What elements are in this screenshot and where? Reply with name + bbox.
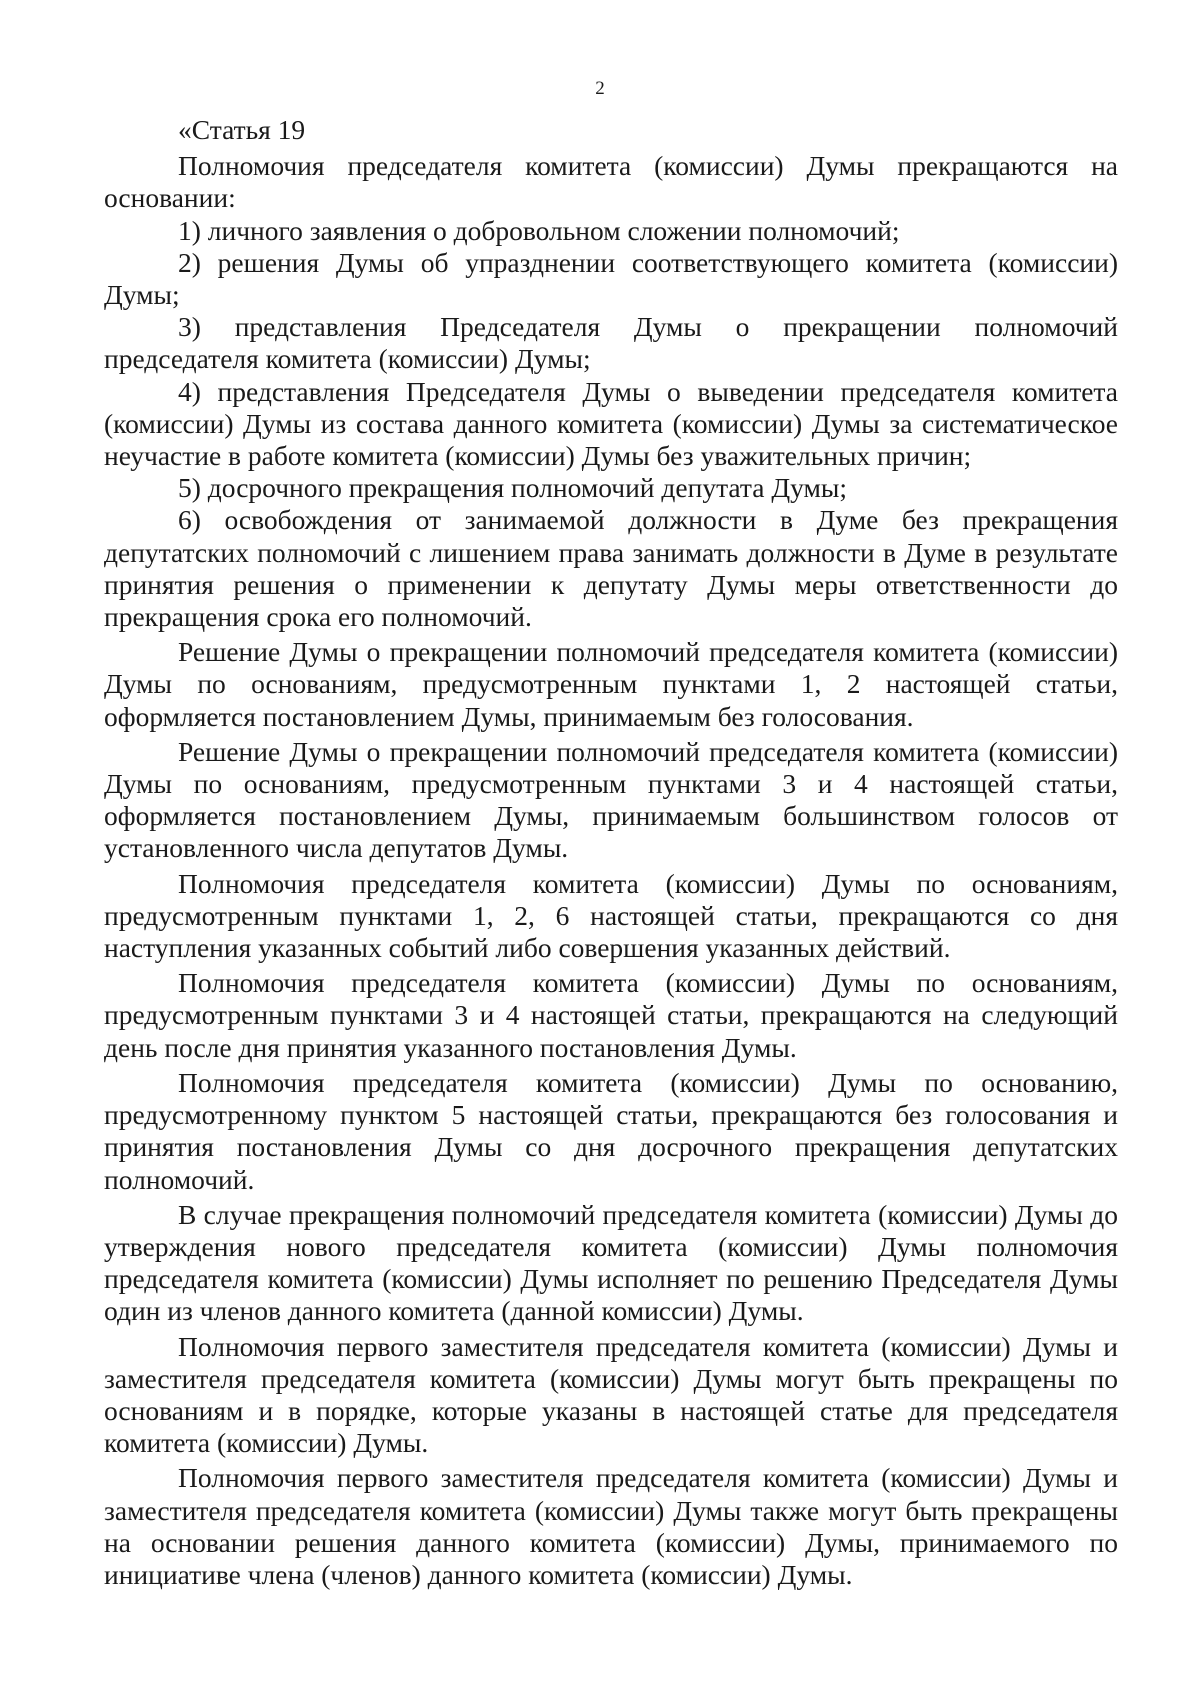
list-item: 5) досрочного прекращения полномочий депутата Думы; (178, 472, 848, 504)
paragraph: Полномочия первого заместителя председателя комитета (комиссии) Думы и заместителя председателя комитета (комиссии) Думы могут быть прекращены по основаниям и в порядке, которые указаны в настоящей статье для председателя комитета (комиссии) Думы. (104, 1330, 1118, 1459)
paragraph: Решение Думы о прекращении полномочий председателя комитета (комиссии) Думы по основаниям, предусмотренным пунктами 3 и 4 настоящей статьи, оформляется постановлением Думы, принимаемым большинством голосов от установленного числа депутатов Думы. (104, 735, 1118, 864)
page-number: 2 (595, 78, 605, 99)
list-item: 3) представления Председателя Думы о прекращении полномочий председателя комитета (комиссии) Думы; (104, 311, 1118, 375)
article-intro: Полномочия председателя комитета (комиссии) Думы прекращаются на основании: (104, 150, 1118, 214)
paragraph: Полномочия первого заместителя председателя комитета (комиссии) Думы и заместителя председателя комитета (комиссии) Думы также могут быть прекращены на основании решения данного комитета (комиссии) Думы, принимаемого по инициативе члена (членов) данного комитета (комиссии) Думы. (104, 1462, 1118, 1590)
list-item: 6) освобождения от занимаемой должности в Думе без прекращения депутатских полномочий с лишением права занимать должности в Думе в результате принятия решения о применении к депутату Думы меры ответственности до прекращения срока его полномочий. (104, 504, 1118, 633)
list-item: 1) личного заявления о добровольном сложении полномочий; (178, 214, 900, 246)
article-body (104, 114, 1118, 1591)
paragraph: В случае прекращения полномочий председателя комитета (комиссии) Думы до утверждения нового председателя комитета (комиссии) Думы полномочия председателя комитета (комиссии) Думы исполняет по решению Председателя Думы один из членов данного комитета (данной комиссии) Думы. (104, 1198, 1118, 1327)
paragraph: Решение Думы о прекращении полномочий председателя комитета (комиссии) Думы по основаниям, предусмотренным пунктами 1, 2 настоящей статьи, оформляется постановлением Думы, принимаемым без голосования. (104, 636, 1118, 732)
list-item: 4) представления Председателя Думы о выведении председателя комитета (комиссии) Думы из состава данного комитета (комиссии) Думы за систематическое неучастие в работе комитета (комиссии) Думы без уважительных причин; (104, 375, 1118, 472)
article-title: «Статья 19 (178, 114, 306, 145)
paragraph: Полномочия председателя комитета (комиссии) Думы по основанию, предусмотренному пунктом 5 настоящей статьи, прекращаются без голосования и принятия постановления Думы со дня досрочного прекращения депутатских полномочий. (104, 1066, 1118, 1195)
list-item: 2) решения Думы об упразднении соответствующего комитета (комиссии) Думы; (104, 246, 1118, 311)
paragraph: Полномочия председателя комитета (комиссии) Думы по основаниям, предусмотренным пунктами 3 и 4 настоящей статьи, прекращаются на следующий день после дня принятия указанного постановления Думы. (104, 967, 1118, 1063)
paragraph: Полномочия председателя комитета (комиссии) Думы по основаниям, предусмотренным пунктами 1, 2, 6 настоящей статьи, прекращаются со дня наступления указанных событий либо совершения указанных действий. (104, 867, 1118, 964)
